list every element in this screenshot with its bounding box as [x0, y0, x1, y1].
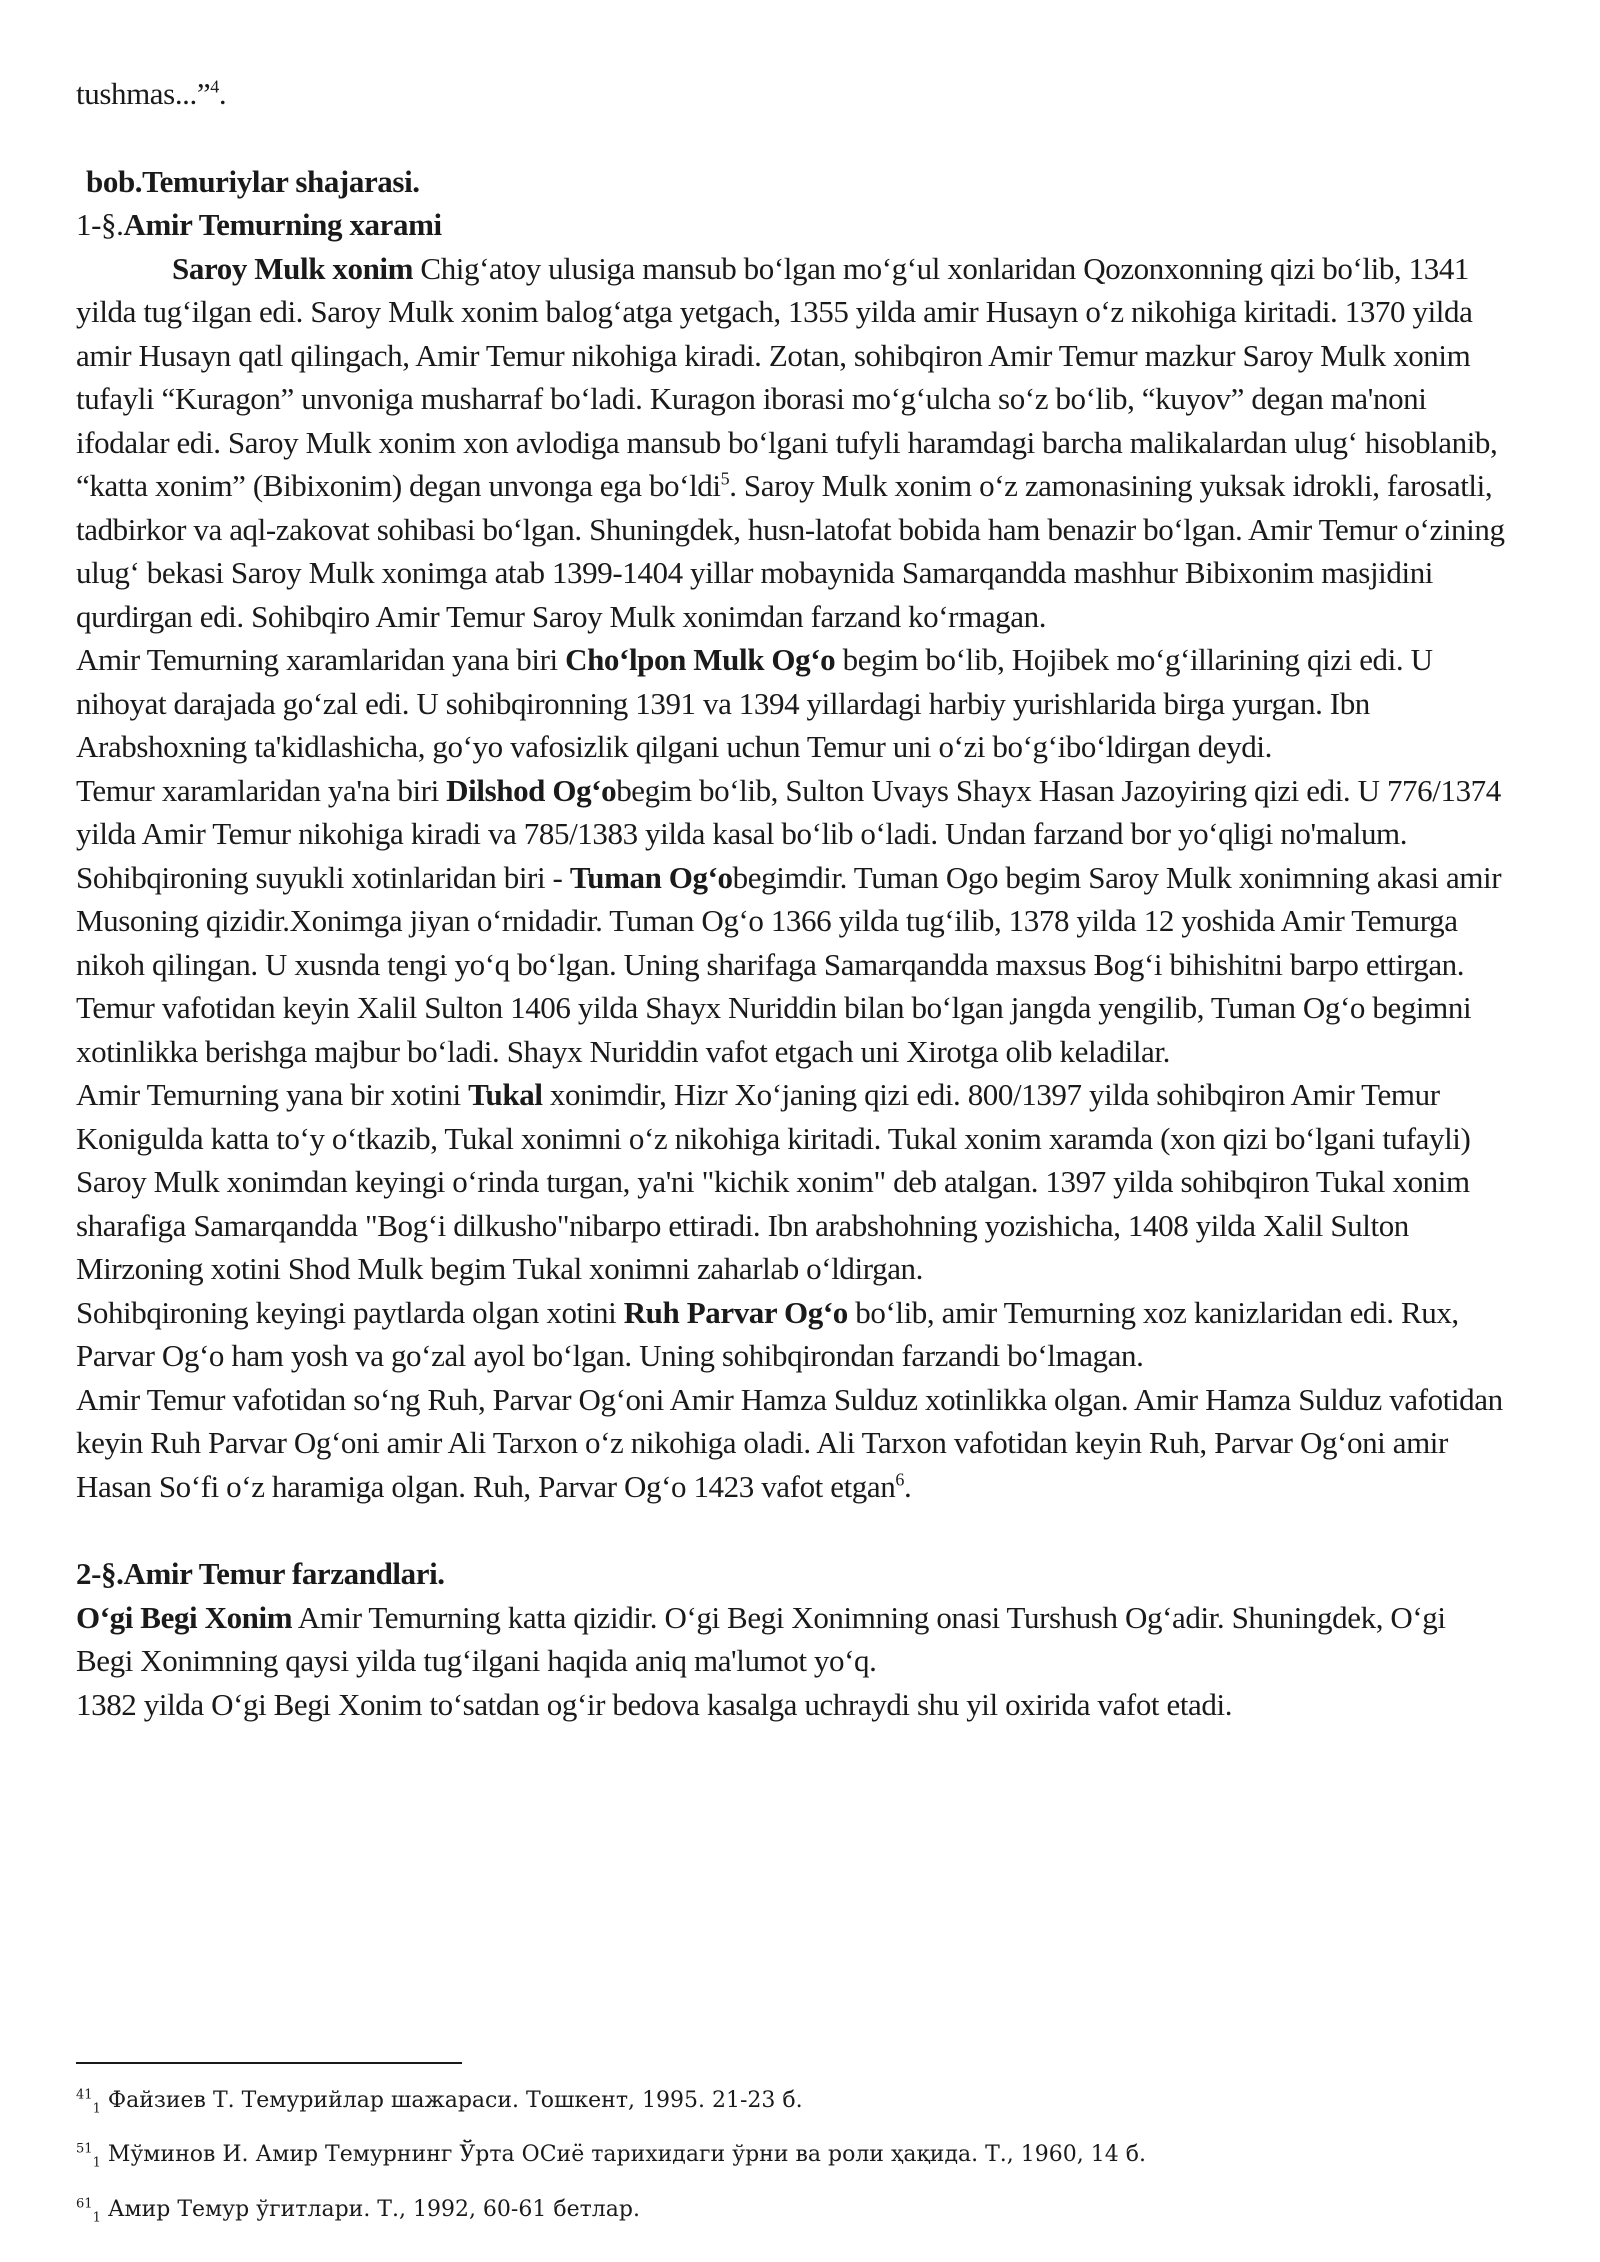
paragraph-dilshod: Temur xaramlaridan ya'na biri Dilshod Og‘obegim bo‘lib, Sulton Uvays Shayx Hasan Jazoyiring qizi edi. U 776/1374 yilda Amir Temur nikohiga kiradi va 785/1383 yilda kasal bo‘lib o‘ladi. Undan farzand bor yo‘qligi no'malum. — [76, 772, 1501, 851]
paragraph-ogi-begi-death: 1382 yilda O‘gi Begi Xonim to‘satdan og‘ir bedova kasalga uchraydi shu yil oxirida vafot etadi. — [76, 1686, 1233, 1722]
person-name: Dilshod Og‘o — [446, 772, 617, 808]
continuation-line: tushmas...”$^4$. — [76, 76, 227, 111]
paragraph-saroy-mulk: Saroy Mulk xonim Chig‘atoy ulusiga mansub bo‘lgan mo‘g‘ul xonlaridan Qozonxonning qizi bo‘lib, 1341 yilda tug‘ilgan edi. Saroy Mulk xonim balog‘atga yetgach, 1355 yilda amir Husayn o‘z nikohiga kiritadi. 1370 yilda amir Husayn qatl qilingach, Amir Temur nikohiga kiradi. Zotan, sohibqiron Amir Temur mazkur Saroy Mulk xonim tufayli “Kuragon” unvoniga musharraf bo‘ladi. Kuragon iborasi mo‘g‘ulcha so‘z bo‘lib, “kuyov” degan ma'noni ifodalar edi. Saroy Mulk xonim xon avlodiga mansub bo‘lgani tufyli haramdagi barcha malikalardan ulug‘ hisoblanib, “katta xonim” (Bibixonim) degan unvonga ega bo‘ldi$^5$. Saroy Mulk xonim o‘z zamonasining yuksak idrokli, farosatli, tadbirkor va aql-zakovat sohibasi bo‘lgan. Shuningdek, husn-latofat bobida ham benazir bo‘lgan. Amir Temur o‘zining ulug‘ bekasi Saroy Mulk xonimga atab 1399-1404 yillar mobaynida Samarqandda mashhur Bibixonim masjidini qurdirgan edi. Sohibqiro Amir Temur Saroy Mulk xonimdan farzand ko‘rmagan. — [76, 250, 1505, 634]
paragraph-ruh-parvar: Sohibqironing keyingi paytlarda olgan xotini Ruh Parvar Og‘o bo‘lib, amir Temurning xoz kanizlaridan edi. Rux, Parvar Og‘o ham yosh va go‘zal ayol bo‘lgan. Uning sohibqirondan farzandi bo‘lmagan. — [76, 1294, 1459, 1373]
paragraph-ogi-begi: O‘gi Begi Xonim Amir Temurning katta qizidir. O‘gi Begi Xonimning onasi Turshush Og‘adir. Shuningdek, O‘gi Begi Xonimning qaysi yilda tug‘ilgani haqida aniq ma'lumot yo‘q. — [76, 1599, 1446, 1678]
footnote-ref-6[interactable]: 6 — [895, 1469, 904, 1490]
person-name: Tuman Og‘o — [569, 859, 733, 895]
person-name: Saroy Mulk xonim — [172, 250, 414, 286]
section-heading-2: 2-§.Amir Temur farzandlari. — [76, 1556, 445, 1591]
paragraph-cholpon-mulk: Amir Temurning xaramlaridan yana biri Cho‘lpon Mulk Og‘o begim bo‘lib, Hojibek mo‘g‘illarining qizi edi. U nihoyat darajada go‘zal edi. U sohibqironning 1391 va 1394 yillardagi harbiy yurishlarida birga yurgan. Ibn Arabshoxning ta'kidlashicha, go‘yo vafosizlik qilgani uchun Temur uni o‘zi bo‘g‘ibo‘ldirgan deydi. — [76, 642, 1433, 764]
footnotes — [76, 2078, 1506, 2241]
document-body — [76, 72, 1506, 1726]
person-name: Cho‘lpon Mulk Og‘o — [565, 642, 836, 677]
paragraph-tukal: Amir Temurning yana bir xotini Tukal xonimdir, Hizr Xo‘janing qizi edi. 800/1397 yilda sohibqiron Amir Temur Konigulda katta to‘y o‘tkazib, Tukal xonimni o‘z nikohiga kiritadi. Tukal xonim xaramda (xon qizi bo‘lgani tufayli) Saroy Mulk xonimdan keyingi o‘rinda turgan, ya'ni "kichik xonim" deb atalgan. 1397 yilda sohibqiron Tukal xonim sharafiga Samarqandda "Bog‘i dilkusho"nibarpo ettiradi. Ibn arabshohning yozishicha, 1408 yilda Xalil Sulton Mirzoning xotini Shod Mulk begim Tukal xonimni zaharlab o‘ldirgan. — [76, 1077, 1471, 1286]
chapter-title: bob.Temuriylar shajarasi. — [86, 163, 420, 199]
footnote-ref-5[interactable]: 5 — [720, 468, 730, 489]
section-heading-1: 1-§.Amir Temurning xarami — [76, 207, 442, 242]
person-name: Ruh Parvar Og‘o — [623, 1294, 848, 1330]
footnote-4: $^{41}_1$ Файзиев Т. Темурийлар шажараси. Тошкент, 1995. 21-23 б. — [76, 2087, 803, 2117]
person-name: Tukal — [468, 1077, 543, 1112]
paragraph-ruh-parvar-later: Amir Temur vafotidan so‘ng Ruh, Parvar Og‘oni Amir Hamza Sulduz xotinlikka olgan. Amir Hamza Sulduz vafotidan keyin Ruh Parvar Og‘oni amir Ali Tarxon o‘z nikohiga oladi. Ali Tarxon vafotidan keyin Ruh, Parvar Og‘oni amir Hasan So‘fi o‘z haramiga olgan. Ruh, Parvar Og‘o 1423 vafot etgan$^6$. — [76, 1381, 1503, 1504]
footnote-5: $^{51}_1$ Мўминов И. Амир Темурнинг Ўрта ОСиё тарихидаги ўрни ва роли ҳақида. Т., 1960, 14 б. — [76, 2142, 1146, 2171]
continuation-text: tushmas...” — [76, 76, 211, 111]
footnote-separator — [76, 2062, 462, 2064]
footnote-ref-4[interactable]: 4 — [210, 76, 219, 97]
footnote-6: $^{61}_1$ Амир Темур ўгитлари. Т., 1992, 60-61 бетлар. — [76, 2196, 640, 2226]
paragraph-tuman: Sohibqironing suyukli xotinlaridan biri - Tuman Og‘obegimdir. Tuman Ogo begim Saroy Mulk xonimning akasi amir Musoning qizidir.Xonimga jiyan o‘rnidadir. Tuman Og‘o 1366 yilda tug‘ilib, 1378 yilda 12 yoshida Amir Temurga nikoh qilingan. U xusnda tengi yo‘q bo‘lgan. Uning sharifaga Samarqandda maxsus Bog‘i bihishitni barpo ettirgan. Temur vafotidan keyin Xalil Sulton 1406 yilda Shayx Nuriddin bilan bo‘lgan jangda yengilib, Tuman Og‘o begimni xotinlikka berishga majbur bo‘ladi. Shayx Nuriddin vafot etgach uni Xirotga olib keladilar. — [76, 859, 1502, 1069]
person-name: O‘gi Begi Xonim — [76, 1599, 293, 1635]
